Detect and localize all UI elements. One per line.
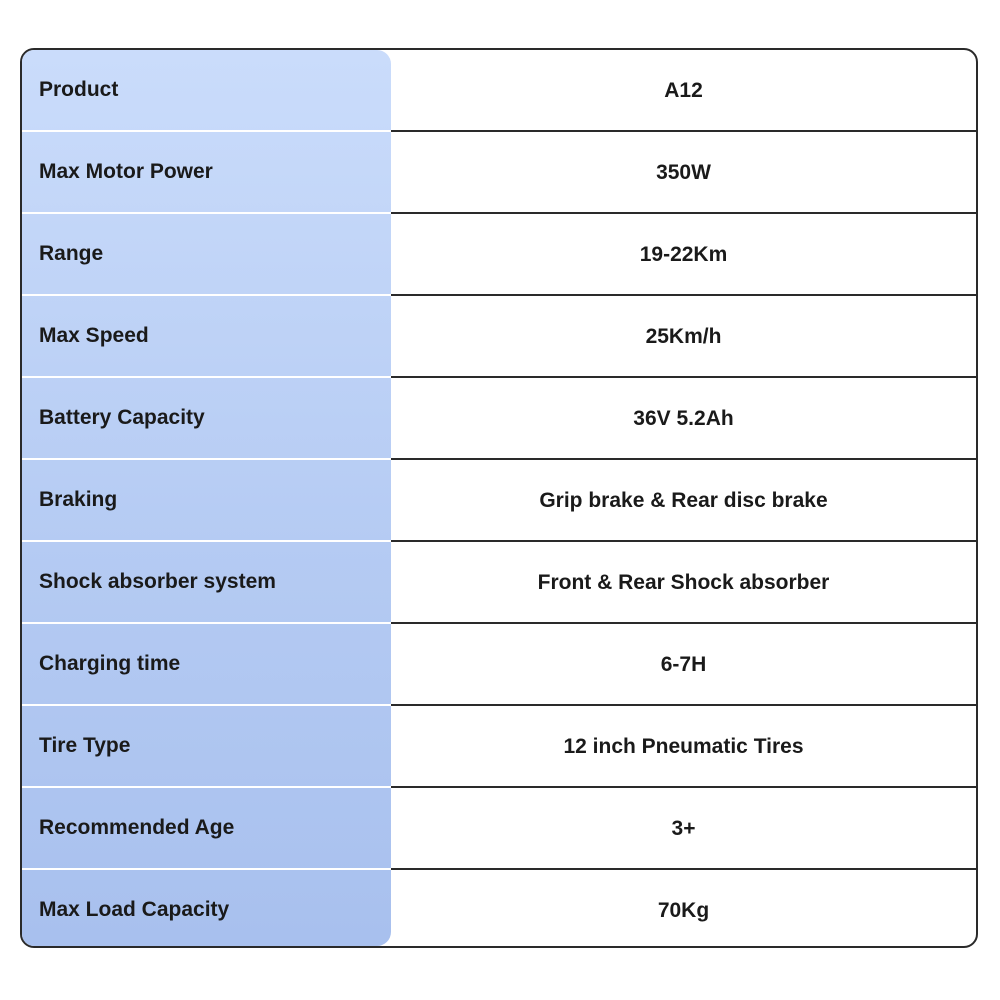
spec-row-battery-capacity xyxy=(22,378,976,460)
spec-value: 25Km/h xyxy=(645,325,722,348)
spec-value: A12 xyxy=(664,79,703,102)
spec-label: Braking xyxy=(39,488,118,511)
spec-row-max-speed xyxy=(22,296,976,378)
spec-label: Tire Type xyxy=(39,734,131,757)
spec-label: Battery Capacity xyxy=(39,406,205,429)
spec-row-max-motor-power xyxy=(22,132,976,214)
spec-label: Max Load Capacity xyxy=(39,898,230,921)
spec-label: Charging time xyxy=(39,652,181,675)
spec-value: Front & Rear Shock absorber xyxy=(537,571,830,594)
spec-rows xyxy=(22,50,976,946)
spec-value: 3+ xyxy=(671,817,696,840)
spec-row-braking xyxy=(22,460,976,542)
spec-value: Grip brake & Rear disc brake xyxy=(539,489,828,512)
spec-row-product xyxy=(22,50,976,132)
spec-value: 350W xyxy=(656,161,711,184)
spec-label: Max Speed xyxy=(39,324,149,347)
spec-table xyxy=(20,48,978,948)
spec-value: 19-22Km xyxy=(639,243,728,266)
spec-label: Recommended Age xyxy=(39,816,235,839)
spec-value: 70Kg xyxy=(657,899,710,922)
spec-label: Range xyxy=(39,242,104,265)
spec-row-max-load-capacity xyxy=(22,870,976,948)
spec-label: Product xyxy=(39,78,119,101)
spec-row-shock-absorber xyxy=(22,542,976,624)
spec-value: 6-7H xyxy=(660,653,707,676)
spec-label: Shock absorber system xyxy=(39,570,276,593)
spec-row-range xyxy=(22,214,976,296)
spec-value: 12 inch Pneumatic Tires xyxy=(563,735,804,758)
spec-value: 36V 5.2Ah xyxy=(633,407,734,430)
spec-label: Max Motor Power xyxy=(39,160,213,183)
spec-row-tire-type xyxy=(22,706,976,788)
spec-row-charging-time xyxy=(22,624,976,706)
spec-row-recommended-age xyxy=(22,788,976,870)
